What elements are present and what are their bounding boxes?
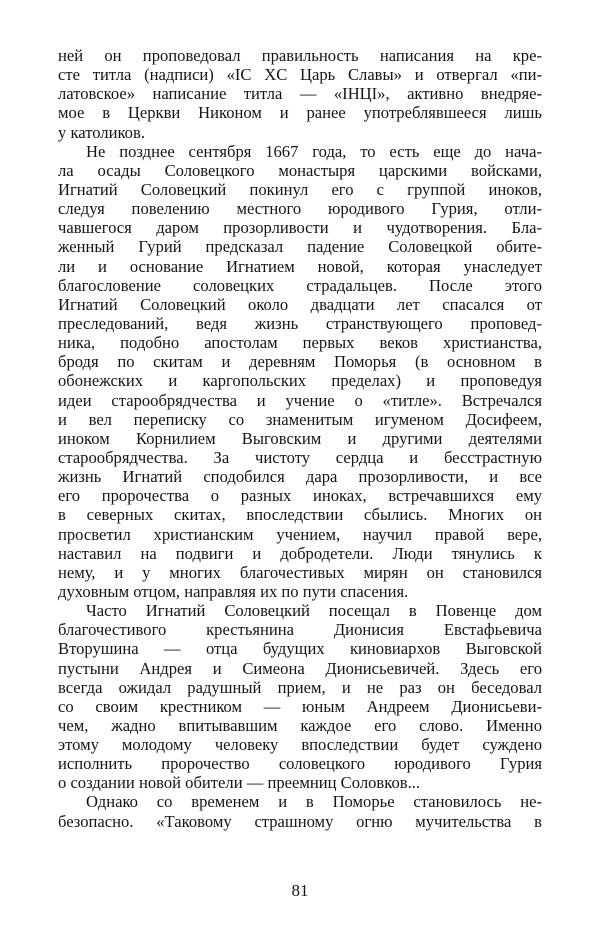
text-line: сте титла (надписи) «IC XC Царь Славы» и отвергал «пи- bbox=[58, 65, 542, 85]
text-line: благословение соловецких страдальцев. После этого bbox=[58, 275, 542, 295]
text-line: в северных скитах, впоследствии сбылись. Многих он bbox=[58, 505, 542, 525]
text-line: со своим крестником — юным Андреем Дионисьеви- bbox=[58, 696, 542, 716]
paragraph bbox=[58, 46, 542, 142]
text-line: его пророчества о разных иноках, встречавшихся ему bbox=[58, 486, 542, 506]
text-line: Не позднее сентября 1667 года, то есть еще до нача- bbox=[86, 141, 542, 161]
text-line: бродя по скитам и деревням Поморья (в основном в bbox=[58, 352, 542, 372]
paragraph bbox=[58, 142, 542, 601]
page-number: 81 bbox=[291, 881, 309, 900]
text-line: исполнить пророчество соловецкого юродивого Гурия bbox=[58, 754, 542, 774]
text-line: Однако со временем и в Поморье становилось не- bbox=[86, 792, 542, 812]
text-line: ла осады Соловецкого монастыря царскими войсками, bbox=[58, 160, 542, 180]
text-line: преследований, ведя жизнь странствующего проповед- bbox=[58, 313, 542, 333]
text-line: просветил христианским учением, научил правой вере, bbox=[58, 524, 542, 544]
text-line: нему, и у многих благочестивых мирян он становился bbox=[58, 562, 542, 582]
text-line: духовным отцом, направляя их по пути спасения. bbox=[58, 581, 409, 601]
text-line: идеи старообрядчества и учение о «титле». Встречался bbox=[58, 390, 542, 410]
text-line: чавшегося даром прозорливости и чудотворения. Бла- bbox=[58, 218, 542, 238]
text-line: Часто Игнатий Соловецкий посещал в Повенце дом bbox=[86, 601, 542, 621]
text-line: ли и основание Игнатием новой, которая унаследует bbox=[58, 256, 542, 276]
text-line: благочестивого крестьянина Дионисия Евстафьевича bbox=[58, 620, 542, 640]
text-line: наставил на подвиги и добродетели. Люди тянулись к bbox=[58, 543, 542, 563]
text-line: жизнь Игнатий сподобился дара прозорливости, и все bbox=[58, 467, 542, 487]
text-line: женный Гурий предсказал падение Соловецкой обите- bbox=[58, 237, 542, 257]
paragraph bbox=[58, 792, 542, 830]
text-line: ника, подобно апостолам первых веков христианства, bbox=[58, 333, 542, 353]
page-body bbox=[58, 46, 542, 831]
text-line: о создании новой обители — преемниц Соловков... bbox=[58, 773, 421, 793]
text-line: и вел переписку со знаменитым игуменом Досифеем, bbox=[58, 409, 542, 429]
text-line: обонежских и каргопольских пределах) и проповедуя bbox=[58, 371, 542, 391]
text-line: следуя повелению местного юродивого Гурия, отли- bbox=[58, 199, 542, 219]
text-line: у католиков. bbox=[58, 122, 145, 142]
text-line: латовское» написание титла — «IНЦI», активно внедряе- bbox=[58, 84, 542, 104]
text-line: пустыни Андрея и Симеона Дионисьевичей. Здесь его bbox=[58, 658, 542, 678]
text-line: чем, жадно впитывавшим каждое его слово. Именно bbox=[58, 715, 542, 735]
text-line: мое в Церкви Никоном и ранее употреблявшееся лишь bbox=[58, 103, 542, 123]
text-line: Игнатий Соловецкий покинул его с группой иноков, bbox=[58, 179, 542, 199]
text-line: иноком Корнилием Выговским и другими деятелями bbox=[58, 428, 542, 448]
text-line: всегда ожидал радушный прием, и не раз он беседовал bbox=[58, 677, 542, 697]
paragraph bbox=[58, 601, 542, 792]
text-line: Вторушина — отца будущих киновиархов Выговской bbox=[58, 639, 542, 659]
text-line: этому молодому человеку впоследствии будет суждено bbox=[58, 735, 542, 755]
text-line: Игнатий Соловецкий около двадцати лет спасался от bbox=[58, 294, 542, 314]
text-line: старообрядчества. За чистоту сердца и бесстрастную bbox=[58, 447, 542, 467]
text-line: безопасно. «Таковому страшному огню мучительства в bbox=[58, 811, 542, 831]
text-line: ней он проповедовал правильность написания на кре- bbox=[58, 46, 542, 65]
